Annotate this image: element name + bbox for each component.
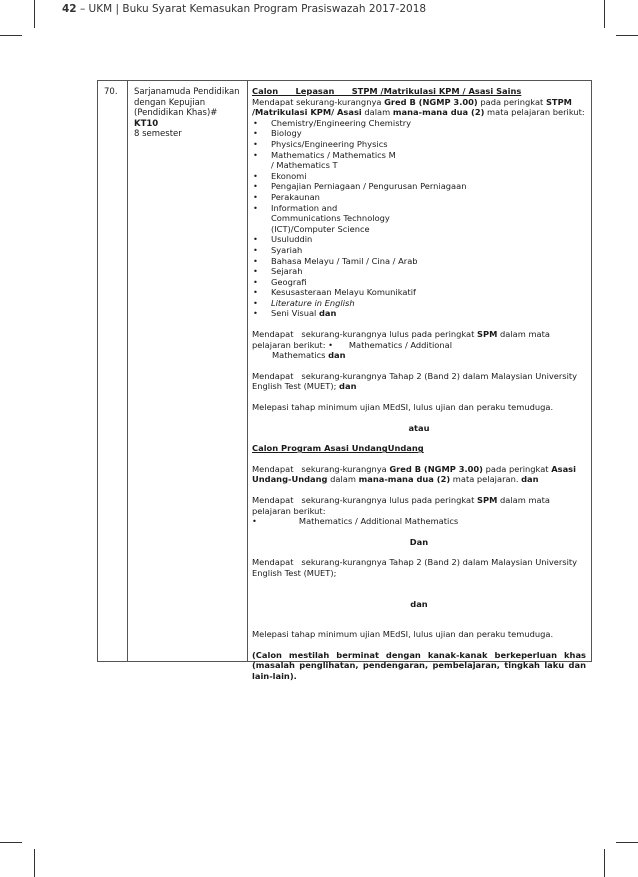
dan-separator: dan [410,598,428,609]
text: pada peringkat [477,96,546,107]
text: Gred B (NGMP 3.00) [384,96,478,107]
list-item [252,181,586,192]
stpm-spm-subject [252,350,586,361]
program-semester: 8 semester [134,129,182,139]
text: STPM /Matrikulasi KPM/ Asasi [252,96,572,118]
crop-mark [34,0,35,28]
stpm-grade-requirement [252,97,586,118]
crop-mark [616,842,638,843]
subject: Pengajian Perniagaan / Pengurusan Perniagaan [271,181,467,192]
text: mata pelajaran berikut: [484,107,585,118]
stpm-muet-requirement [252,371,586,392]
crop-mark [604,0,605,28]
subject: Communications Technology [271,213,390,224]
program-line: dengan Kepujian [134,97,206,108]
subject-list [252,118,586,319]
text: Mendapat sekurang-kurangnya lulus pada peringkat [252,329,478,340]
text: Mendapat sekurang-kurangnya [252,96,385,107]
asasi-spm-requirement [252,495,586,516]
text: dan [339,381,357,392]
stpm-spm-requirement [252,329,586,350]
list-item [252,234,586,245]
subject: Physics/Engineering Physics [271,138,388,149]
subject: Kesusasteraan Melayu Komunikatif [271,287,416,298]
program-cell [134,87,244,140]
crop-mark [0,842,22,843]
text: Mathematics [272,350,329,361]
text: dalam [327,474,359,485]
page-number: 42 [62,3,77,15]
text: mana-mana dua (2) [392,107,485,118]
list-item [252,192,586,203]
text: Gred B (NGMP 3.00) [389,463,483,474]
subject: Seni Visual [271,308,317,319]
subject: • Information and [271,202,338,213]
list-item [252,298,586,309]
subject: Geografi [271,276,307,287]
conjunction: dan [318,308,337,319]
text: Asasi Undang-Undang [252,463,579,485]
list-item [252,128,586,139]
asasi-medsi-requirement: Melepasi tahap minimum ujian MEdSI, lulus ujian dan peraku temuduga. [252,629,554,640]
text: dalam mata pelajaran berikut: [252,495,553,516]
text: dan [521,474,539,485]
text: mata pelajaran. [450,474,522,485]
header-title: – UKM | Buku Syarat Kemasukan Program Prasiswazah 2017-2018 [79,3,427,15]
list-item [252,118,586,129]
subject: Bahasa Melayu / Tamil / Cina / Arab [271,255,418,266]
subject: Sejarah [271,266,303,277]
text: dan [328,350,346,361]
list-item [252,203,586,235]
program-line: (Pendidikan Khas)# [134,108,218,118]
text: dalam mata pelajaran berikut: • Mathematics / Additional [252,329,553,350]
text: SPM [477,329,498,340]
stpm-medsi-requirement: Melepasi tahap minimum ujian MEdSI, lulus ujian dan peraku temuduga. [252,402,554,413]
text: dalam [361,107,393,118]
list-item [252,139,586,150]
text: mana-mana dua (2) [358,474,451,485]
crop-mark [0,35,22,36]
crop-mark [616,35,638,36]
list-item [252,245,586,256]
text: Mendapat sekurang-kurangnya lulus pada peringkat [252,495,478,505]
subject: Ekonomi [271,170,307,181]
row-number: 70. [104,87,118,97]
column-divider [127,81,128,661]
requirements-table [97,80,592,681]
text: Mathematics / Additional Mathematics [298,516,459,527]
stpm-heading: Calon Lepasan STPM /Matrikulasi KPM / Asasi Sains [252,86,522,96]
list-item [252,171,586,182]
list-item [252,277,586,288]
subject: Usuluddin [271,234,313,245]
list-item [252,150,586,171]
subject: Chemistry/Engineering Chemistry [271,117,412,128]
subject: Literature in English [271,297,355,308]
list-item [252,308,586,319]
subject: • Mathematics / Mathematics M [271,149,396,160]
list-item [252,266,586,277]
text: Mendapat sekurang-kurangnya [252,463,390,474]
atau-separator: atau [408,422,430,433]
special-needs-note: (Calon mestilah berminat dengan kanak-kanak berkeperluan khas (masalah penglihatan, pendengaran, pembelajaran, tingkah laku dan lain-lain). [252,649,586,681]
asasi-grade-requirement [252,464,586,485]
list-item [252,287,586,298]
list-item [252,256,586,267]
text: Mendapat sekurang-kurangnya Tahap 2 (Band 2) dalam Malaysian University English Test (MUET); [252,370,580,392]
crop-mark [34,849,35,877]
subject: / Mathematics T [271,160,338,171]
program-line: Sarjanamuda Pendidikan [134,87,240,97]
dan-separator: Dan [409,536,429,547]
subject: Syariah [271,244,303,255]
crop-mark [604,849,605,877]
text: SPM [477,495,498,505]
asasi-spm-subject [252,516,586,527]
program-code: KT10 [134,118,159,129]
column-divider [247,81,248,661]
subject: Perakaunan [271,191,320,202]
page-header [62,3,426,15]
subject: Biology [271,128,302,139]
asasi-muet-requirement: Mendapat sekurang-kurangnya Tahap 2 (Band 2) dalam Malaysian University English Test (MUET); [252,557,580,578]
requirements-cell [252,86,586,682]
bullet: • [252,516,257,527]
subject: (ICT)/Computer Science [271,223,370,234]
text: pada peringkat [482,463,552,474]
asasi-heading: Calon Program Asasi UndangUndang [252,443,424,454]
